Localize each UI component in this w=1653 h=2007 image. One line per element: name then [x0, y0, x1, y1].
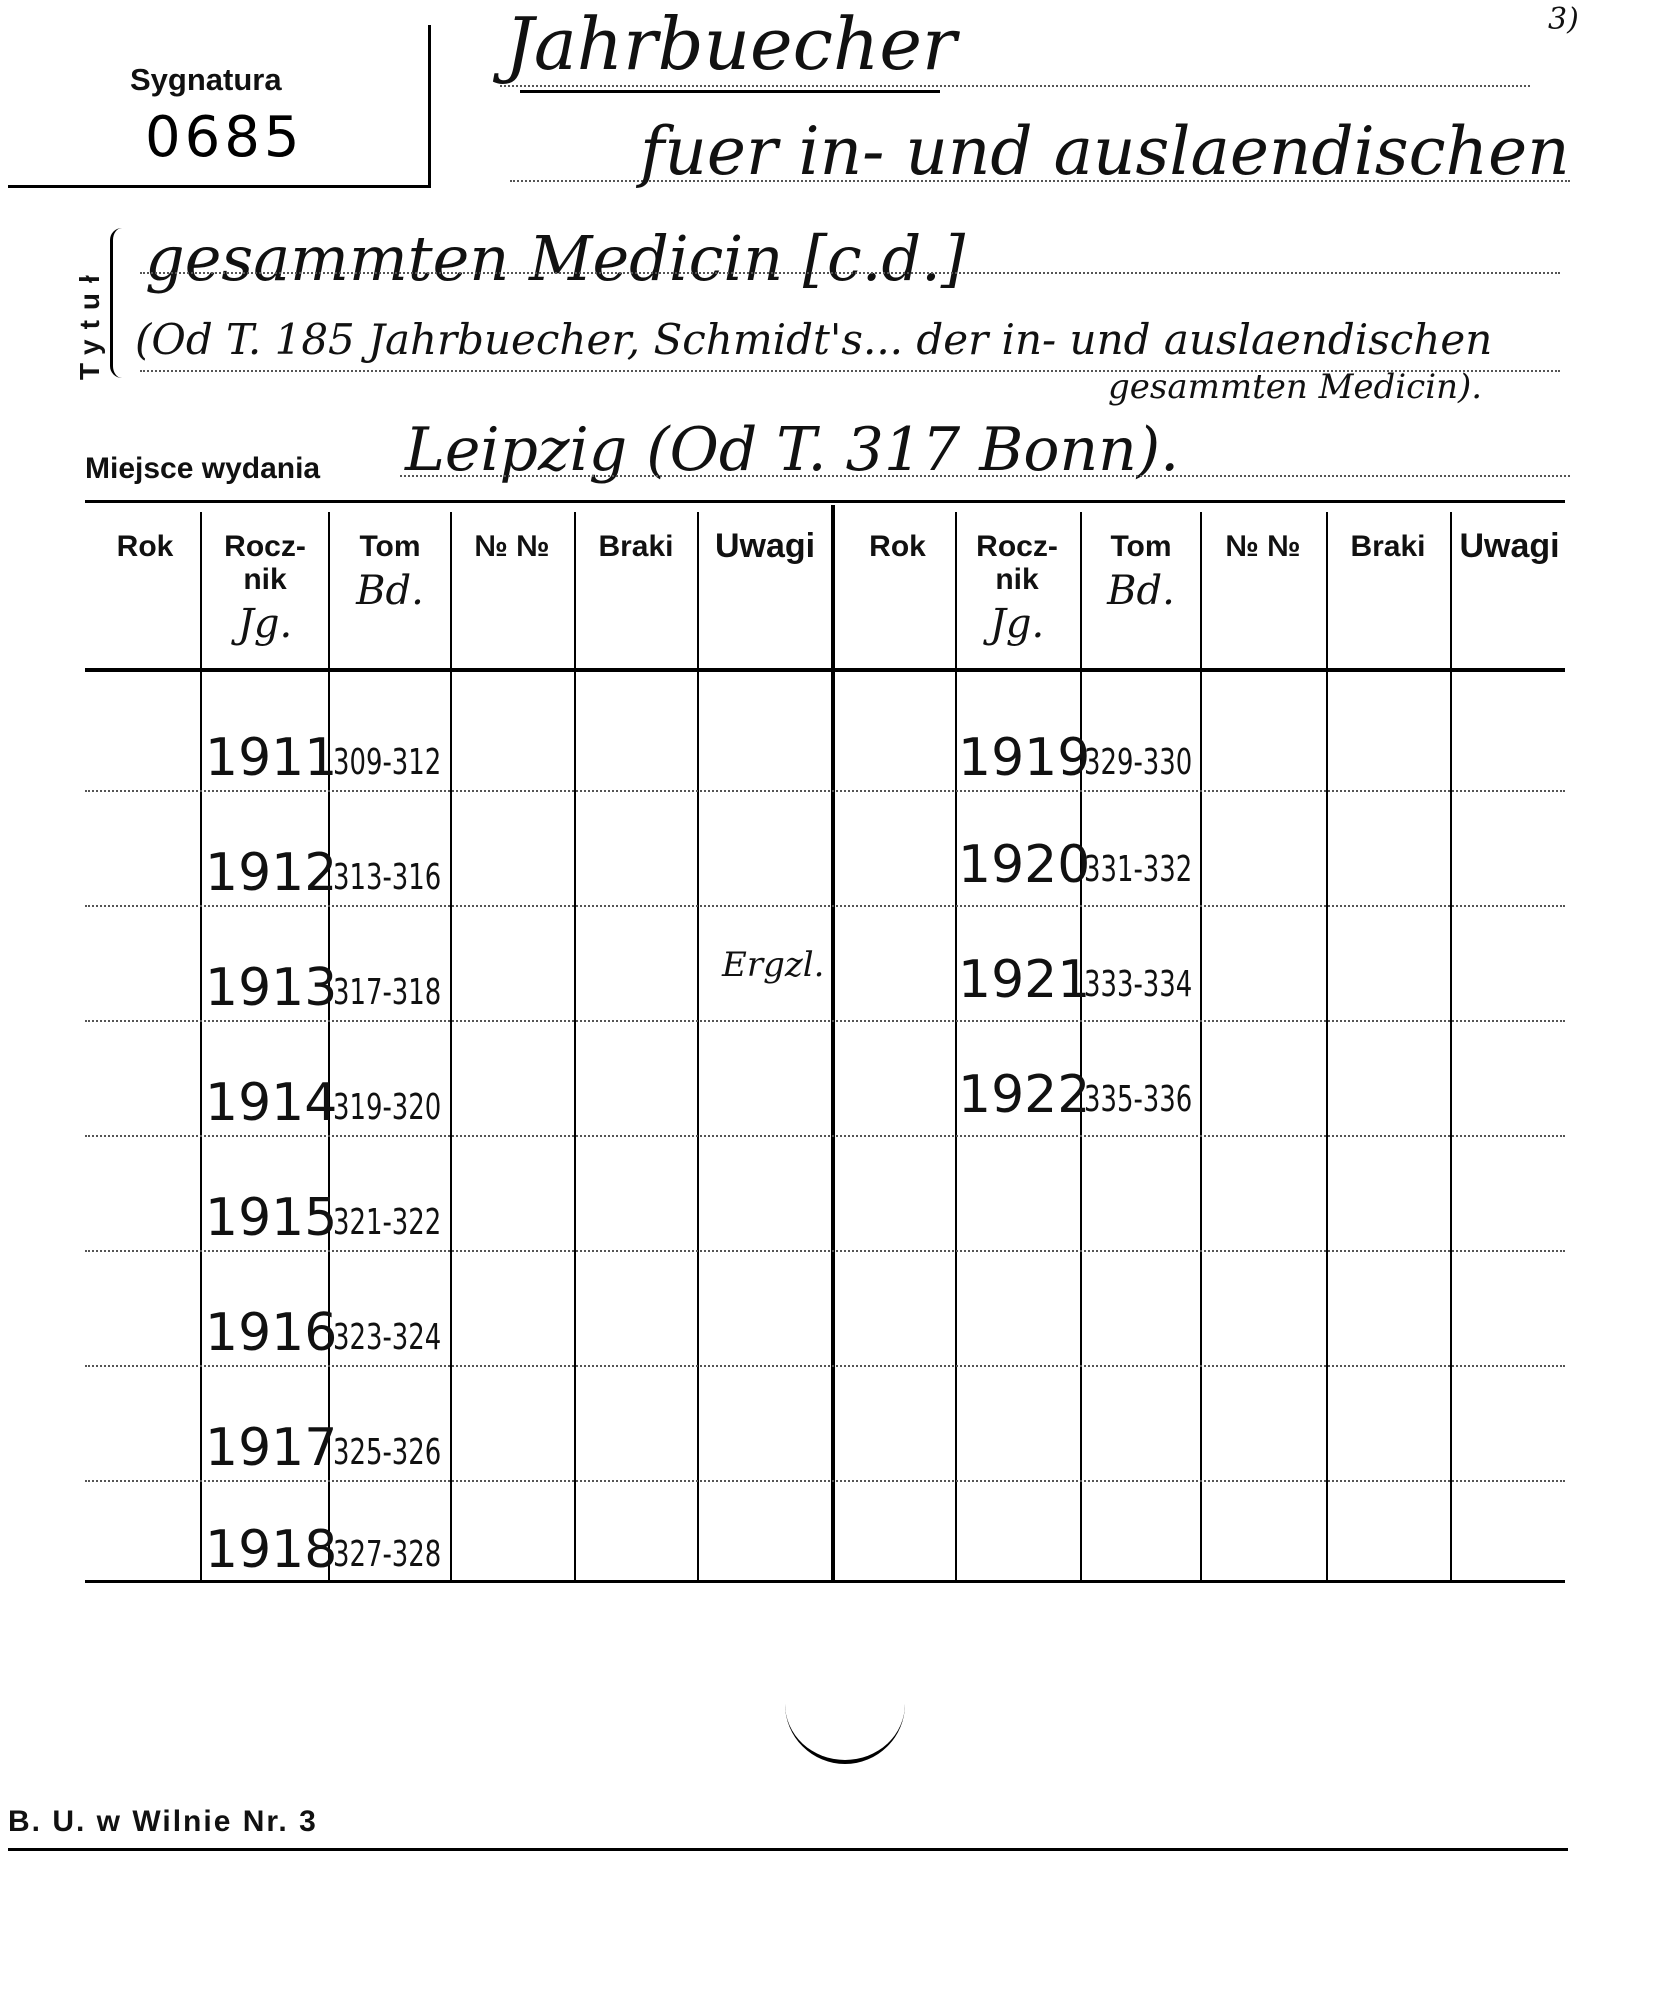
row-rule — [85, 790, 1565, 792]
row-volumes-right: 331-332 — [1084, 849, 1193, 890]
row-rule — [85, 905, 1565, 907]
row-year-right: 1920 — [958, 835, 1091, 895]
header-braki-right: Braki — [1350, 530, 1426, 563]
row-volumes: 317-318 — [333, 972, 442, 1013]
row-rule — [85, 1250, 1565, 1252]
header-braki: Braki — [598, 530, 674, 563]
title-line-1: Jahrbuecher — [505, 2, 957, 86]
page-number: 3) — [1548, 2, 1579, 37]
title-underline — [520, 90, 940, 93]
table-top-rule — [85, 500, 1565, 503]
row-rule — [85, 1365, 1565, 1367]
row-year: 1911 — [205, 728, 338, 788]
place-value: Leipzig (Od T. 317 Bonn). — [405, 415, 1180, 485]
row-year-right: 1919 — [958, 728, 1091, 788]
row-volumes-right: 335-336 — [1084, 1079, 1193, 1120]
header-tom: Tom Bd. — [356, 530, 424, 614]
col-divider — [1200, 512, 1202, 1582]
header-numery: № № — [474, 530, 550, 563]
title-label: Tytuł — [74, 265, 105, 380]
row-year-right: 1921 — [958, 950, 1091, 1010]
row-volumes-right: 333-334 — [1084, 964, 1193, 1005]
row-year: 1915 — [205, 1188, 338, 1248]
header-numery-right: № № — [1225, 530, 1301, 563]
place-rule — [400, 475, 1570, 477]
row-year: 1912 — [205, 843, 338, 903]
footer-rule — [8, 1848, 1568, 1851]
row-year: 1913 — [205, 958, 338, 1018]
row-year: 1914 — [205, 1073, 338, 1133]
col-divider — [697, 512, 699, 1582]
title-line-2: fuer in- und auslaendischen — [640, 113, 1570, 190]
row-rule — [85, 1135, 1565, 1137]
row-note: Ergzl. — [722, 945, 825, 985]
col-divider-center — [831, 505, 835, 1583]
footer-label: B. U. w Wilnie Nr. 3 — [8, 1805, 318, 1838]
title-rule-1 — [500, 85, 1530, 87]
title-line-3: gesammten Medicin [c.d.] — [145, 222, 966, 295]
header-rocznik: Rocz- nik Jg. — [224, 530, 306, 647]
row-volumes: 325-326 — [333, 1432, 442, 1473]
table-header-rule — [85, 668, 1565, 672]
col-divider — [200, 512, 202, 1582]
signature-label: Sygnatura — [130, 62, 282, 97]
col-divider — [450, 512, 452, 1582]
row-rule — [85, 1020, 1565, 1022]
row-year: 1916 — [205, 1303, 338, 1363]
header-tom-right: Tom Bd. — [1107, 530, 1175, 614]
place-label: Miejsce wydania — [85, 452, 321, 485]
col-divider — [955, 512, 957, 1582]
ink-smudge — [785, 1700, 905, 1764]
header-uwagi: Uwagi — [714, 527, 816, 565]
table-bottom-rule — [85, 1580, 1565, 1583]
title-rule-3 — [140, 272, 1560, 274]
row-volumes: 309-312 — [333, 742, 442, 783]
col-divider — [574, 512, 576, 1582]
row-volumes: 319-320 — [333, 1087, 442, 1128]
signature-value: 0685 — [145, 105, 304, 170]
header-rok-right: Rok — [869, 530, 926, 563]
row-volumes: 321-322 — [333, 1202, 442, 1243]
row-volumes: 327-328 — [333, 1534, 442, 1575]
row-year: 1917 — [205, 1418, 338, 1478]
row-rule — [85, 1480, 1565, 1482]
header-uwagi-right: Uwagi — [1459, 527, 1560, 565]
row-volumes: 313-316 — [333, 857, 442, 898]
col-divider — [1080, 512, 1082, 1582]
row-volumes-right: 329-330 — [1084, 742, 1193, 783]
row-year: 1918 — [205, 1520, 338, 1580]
col-divider — [1326, 512, 1328, 1582]
title-line-4: (Od T. 185 Jahrbuecher, Schmidt's... der in- und auslaendischen — [135, 315, 1493, 364]
row-volumes: 323-324 — [333, 1317, 442, 1358]
header-rok: Rok — [116, 530, 174, 563]
header-rocznik-right: Rocz- nik Jg. — [976, 530, 1058, 647]
title-line-5: gesammten Medicin). — [1108, 367, 1483, 407]
col-divider — [1450, 512, 1452, 1582]
row-year-right: 1922 — [958, 1065, 1091, 1125]
